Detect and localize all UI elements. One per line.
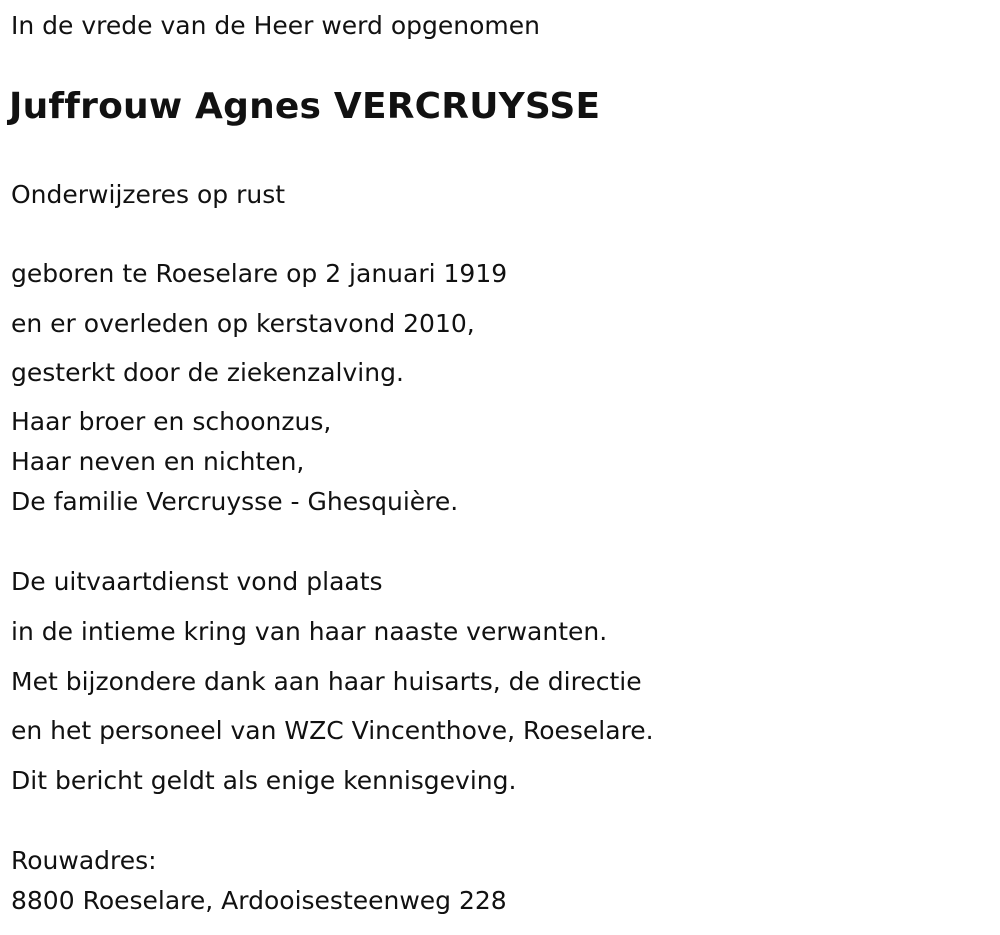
deceased-name: Juffrouw Agnes VERCRUYSSE xyxy=(9,86,601,127)
funeral-line: De uitvaartdienst vond plaats xyxy=(11,567,383,596)
family-line: Haar broer en schoonzus, xyxy=(11,407,332,436)
sacrament-line: gesterkt door de ziekenzalving. xyxy=(11,358,404,387)
address-value: 8800 Roeselare, Ardooisesteenweg 228 xyxy=(11,886,507,915)
address-label: Rouwadres: xyxy=(11,846,157,875)
funeral-line: in de intieme kring van haar naaste verwanten. xyxy=(11,617,608,646)
birth-line: geboren te Roeselare op 2 januari 1919 xyxy=(11,259,508,288)
funeral-line: Met bijzondere dank aan haar huisarts, de directie xyxy=(11,667,642,696)
family-line: De familie Vercruysse - Ghesquière. xyxy=(11,487,459,516)
intro-text: In de vrede van de Heer werd opgenomen xyxy=(11,11,540,40)
funeral-line: en het personeel van WZC Vincenthove, Roeselare. xyxy=(11,716,654,745)
occupation-text: Onderwijzeres op rust xyxy=(11,180,286,209)
family-line: Haar neven en nichten, xyxy=(11,447,305,476)
death-line: en er overleden op kerstavond 2010, xyxy=(11,309,475,338)
notice-line: Dit bericht geldt als enige kennisgeving. xyxy=(11,766,517,795)
